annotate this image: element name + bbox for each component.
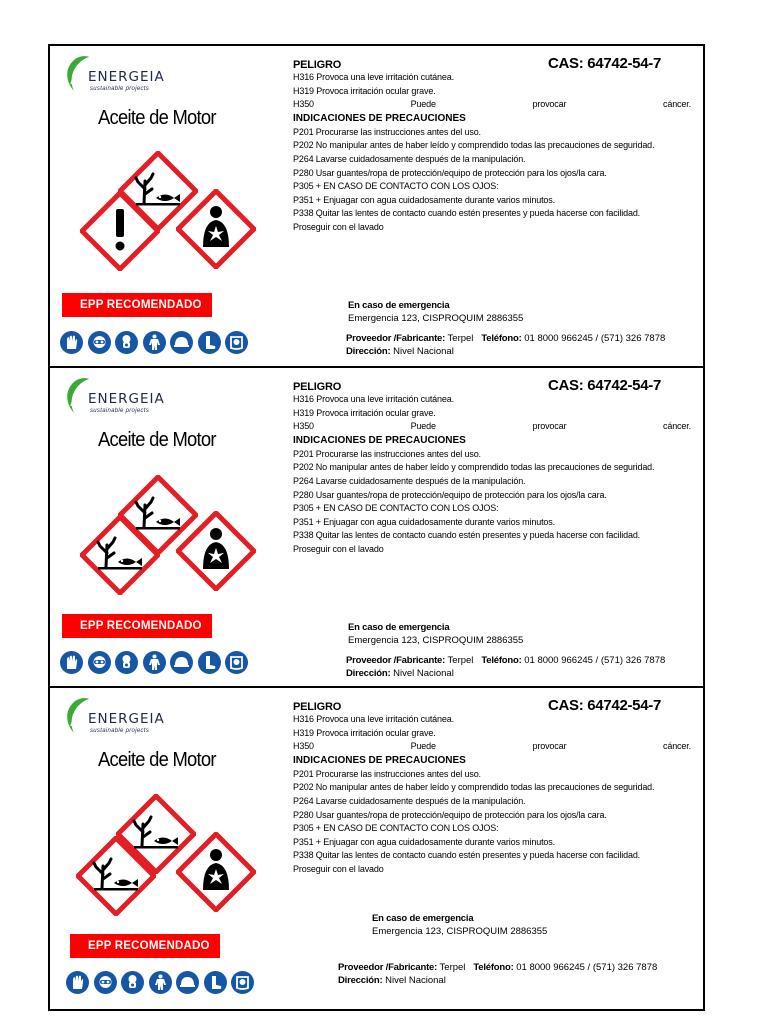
precaution-p202: P202 No manipular antes de haber leído y comprendido todas las precauciones de seguridad. — [293, 782, 655, 793]
address-value: Nivel Nacional — [393, 346, 454, 357]
precautions-title: INDICACIONES DE PRECAUCIONES — [293, 754, 466, 766]
product-name: Aceite de Motor — [98, 749, 216, 771]
address-label: Dirección: — [346, 668, 391, 679]
emergency-block — [372, 912, 547, 938]
cas-number: CAS: 64742-54-7 — [547, 697, 661, 714]
face-shield-icon — [231, 971, 254, 994]
coverall-icon — [143, 331, 166, 354]
gloves-icon — [66, 971, 89, 994]
phone-value: 01 8000 966245 / (571) 326 7878 — [524, 333, 666, 344]
face-shield-icon — [225, 651, 248, 674]
emergency-title: En caso de emergencia — [372, 913, 474, 924]
supplier-block — [338, 961, 657, 987]
supplier-value: Terpel — [447, 655, 474, 666]
precautions-title: INDICACIONES DE PRECAUCIONES — [293, 434, 466, 446]
hazard-h316: H316 Provoca una leve irritación cutánea. — [293, 714, 454, 724]
emergency-text: Emergencia 123, CISPROQUIM 2886355 — [348, 313, 524, 324]
supplier-label: Proveedor /Fabricante: — [346, 333, 446, 344]
emergency-block — [348, 299, 523, 325]
boots-icon — [198, 651, 221, 674]
precaution-p264: P264 Lavarse cuidadosamente después de la manipulación. — [293, 475, 526, 486]
precaution-p338-cont: Proseguir con el lavado — [293, 863, 384, 874]
phone-value: 01 8000 966245 / (571) 326 7878 — [524, 655, 666, 666]
health-hazard-icon — [176, 511, 256, 591]
gloves-icon — [60, 331, 83, 354]
precaution-p202: P202 No manipular antes de haber leído y comprendido todas las precauciones de seguridad. — [293, 462, 655, 473]
precaution-p264: P264 Lavarse cuidadosamente después de la manipulación. — [293, 795, 526, 806]
supplier-value: Terpel — [447, 333, 474, 344]
precaution-p305: P305 + EN CASO DE CONTACTO CON LOS OJOS: — [293, 823, 499, 834]
leaf-logo-icon — [60, 376, 90, 416]
supplier-block — [346, 332, 665, 358]
logo-tagline: sustainable projects — [90, 408, 150, 414]
boots-icon — [204, 971, 227, 994]
respirator-icon — [115, 331, 138, 354]
precautions-title: INDICACIONES DE PRECAUCIONES — [293, 112, 466, 124]
hazard-h316: H316 Provoca una leve irritación cutánea. — [293, 72, 454, 82]
hazard-h319: H319 Provoca irritación ocular grave. — [293, 727, 436, 738]
coverall-icon — [149, 971, 172, 994]
phone-label: Teléfono: — [481, 655, 522, 666]
signal-word: PELIGRO — [293, 701, 342, 713]
supplier-label: Proveedor /Fabricante: — [338, 962, 438, 973]
hazard-h319: H319 Provoca irritación ocular grave. — [293, 85, 436, 96]
leaf-logo-icon — [60, 696, 90, 736]
hazard-h350: H350 Puede provocar cáncer. — [293, 421, 691, 432]
address-label: Dirección: — [338, 975, 383, 986]
precaution-p351: P351 + Enjuagar con agua cuidadosamente durante varios minutos. — [293, 516, 555, 527]
goggles-icon — [94, 971, 117, 994]
label-sheet — [48, 44, 705, 1011]
epp-icon-row — [60, 651, 248, 674]
respirator-icon — [115, 651, 138, 674]
goggles-icon — [88, 331, 111, 354]
product-name: Aceite de Motor — [98, 107, 216, 129]
supplier-block — [346, 654, 665, 680]
cas-number: CAS: 64742-54-7 — [547, 377, 661, 394]
precaution-p351: P351 + Enjuagar con agua cuidadosamente durante varios minutos. — [293, 194, 555, 205]
hazard-label — [50, 46, 703, 367]
epp-icon-row — [60, 331, 248, 354]
cas-number: CAS: 64742-54-7 — [547, 55, 661, 72]
hazard-text-block — [293, 377, 693, 557]
supplier-label: Proveedor /Fabricante: — [346, 655, 446, 666]
precaution-p338-cont: Proseguir con el lavado — [293, 221, 384, 232]
face-shield-icon — [225, 331, 248, 354]
phone-label: Teléfono: — [481, 333, 522, 344]
helmet-icon — [170, 331, 193, 354]
hazard-h319: H319 Provoca irritación ocular grave. — [293, 407, 436, 418]
hazard-h350: H350 Puede provocar cáncer. — [293, 99, 691, 110]
hazard-h316: H316 Provoca una leve irritación cutánea. — [293, 394, 454, 404]
emergency-text: Emergencia 123, CISPROQUIM 2886355 — [372, 926, 548, 937]
precaution-p280: P280 Usar guantes/ropa de protección/equipo de protección para los ojos/la cara. — [293, 809, 607, 820]
respirator-icon — [121, 971, 144, 994]
address-value: Nivel Nacional — [385, 975, 446, 986]
leaf-logo-icon — [60, 54, 90, 94]
logo-wordmark: ENERGEIA — [88, 69, 165, 85]
precaution-p201: P201 Procurarse las instrucciones antes del uso. — [293, 448, 481, 459]
address-value: Nivel Nacional — [393, 668, 454, 679]
precaution-p305: P305 + EN CASO DE CONTACTO CON LOS OJOS: — [293, 503, 499, 514]
emergency-text: Emergencia 123, CISPROQUIM 2886355 — [348, 635, 524, 646]
precaution-p202: P202 No manipular antes de haber leído y comprendido todas las precauciones de seguridad. — [293, 140, 655, 151]
precaution-p280: P280 Usar guantes/ropa de protección/equipo de protección para los ojos/la cara. — [293, 489, 607, 500]
logo-wordmark: ENERGEIA — [88, 391, 165, 407]
address-label: Dirección: — [346, 346, 391, 357]
energeia-logo — [60, 376, 180, 416]
energeia-logo — [60, 696, 180, 736]
precaution-p201: P201 Procurarse las instrucciones antes del uso. — [293, 768, 481, 779]
precaution-p264: P264 Lavarse cuidadosamente después de la manipulación. — [293, 153, 526, 164]
hazard-text-block — [293, 55, 693, 235]
boots-icon — [198, 331, 221, 354]
epp-banner: EPP RECOMENDADO — [70, 934, 220, 958]
helmet-icon — [170, 651, 193, 674]
hazard-label — [50, 686, 703, 1009]
epp-icon-row — [66, 971, 254, 994]
precaution-p351: P351 + Enjuagar con agua cuidadosamente durante varios minutos. — [293, 836, 555, 847]
phone-label: Teléfono: — [473, 962, 514, 973]
coverall-icon — [143, 651, 166, 674]
logo-tagline: sustainable projects — [90, 728, 150, 734]
precaution-p338-cont: Proseguir con el lavado — [293, 543, 384, 554]
precaution-p338: P338 Quitar las lentes de contacto cuando estén presentes y pueda hacerse con facilidad. — [293, 208, 641, 219]
precaution-p201: P201 Procurarse las instrucciones antes del uso. — [293, 126, 481, 137]
hazard-text-block — [293, 697, 693, 877]
emergency-title: En caso de emergencia — [348, 300, 450, 311]
emergency-block — [348, 621, 523, 647]
health-hazard-icon — [176, 832, 256, 912]
phone-value: 01 8000 966245 / (571) 326 7878 — [516, 962, 658, 973]
goggles-icon — [88, 651, 111, 674]
product-name: Aceite de Motor — [98, 429, 216, 451]
logo-wordmark: ENERGEIA — [88, 711, 165, 727]
precaution-p338: P338 Quitar las lentes de contacto cuando estén presentes y pueda hacerse con facilidad. — [293, 530, 641, 541]
precaution-p305: P305 + EN CASO DE CONTACTO CON LOS OJOS: — [293, 181, 499, 192]
hazard-h350: H350 Puede provocar cáncer. — [293, 741, 691, 752]
logo-tagline: sustainable projects — [90, 86, 150, 92]
gloves-icon — [60, 651, 83, 674]
health-hazard-icon — [176, 189, 256, 269]
epp-banner: EPP RECOMENDADO — [62, 293, 212, 317]
epp-banner: EPP RECOMENDADO — [62, 614, 212, 638]
energeia-logo — [60, 54, 180, 94]
emergency-title: En caso de emergencia — [348, 622, 450, 633]
hazard-label — [50, 366, 703, 687]
precaution-p338: P338 Quitar las lentes de contacto cuando estén presentes y pueda hacerse con facilidad. — [293, 850, 641, 861]
signal-word: PELIGRO — [293, 381, 342, 393]
helmet-icon — [176, 971, 199, 994]
signal-word: PELIGRO — [293, 59, 342, 71]
supplier-value: Terpel — [439, 962, 466, 973]
precaution-p280: P280 Usar guantes/ropa de protección/equipo de protección para los ojos/la cara. — [293, 167, 607, 178]
